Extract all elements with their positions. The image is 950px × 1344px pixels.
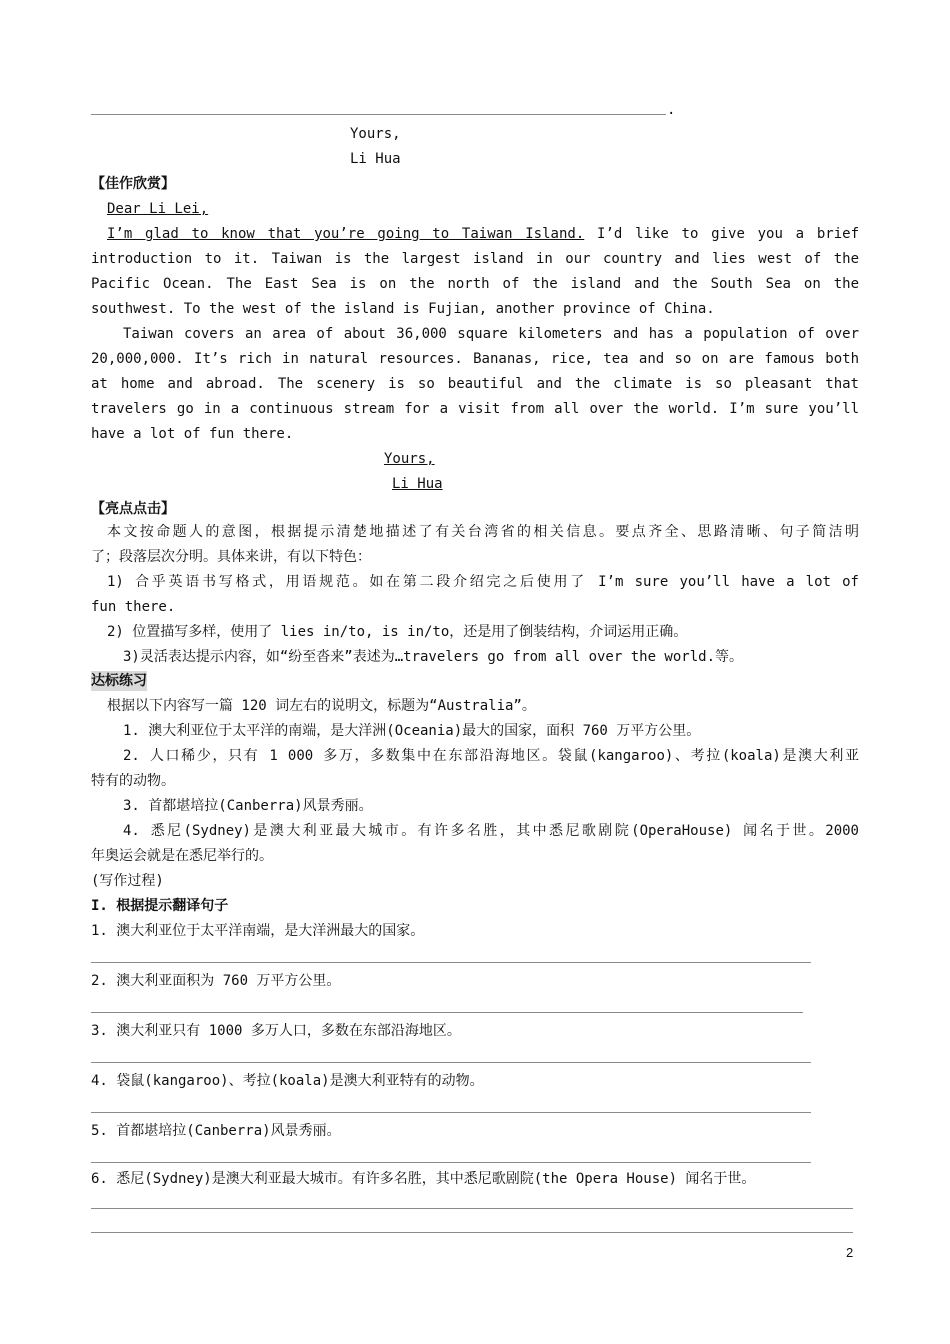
model-salutation: Dear Li Lei,: [107, 201, 209, 217]
practice-heading: 达标练习: [91, 673, 147, 689]
model-p1-line: introduction to it. Taiwan is the largest island in our country and lies west of the: [91, 251, 859, 267]
translation-prompt: 4. 袋鼠(kangaroo)、考拉(koala)是澳大利亚特有的动物。: [91, 1073, 484, 1089]
practice-item: 年奥运会就是在悉尼举行的。: [91, 848, 273, 864]
model-p2-line: [91, 324, 859, 344]
model-p2-line: 20,000,000. It’s rich in natural resources. Bananas, rice, tea and so on are famous both: [91, 351, 859, 367]
highlights-intro-text: 本文按命题人的意图，根据提示清楚地描述了有关台湾省的相关信息。要点齐全、思路清晰、句子简洁明: [107, 524, 859, 540]
answer-line[interactable]: [91, 1112, 811, 1113]
answer-line[interactable]: [91, 1208, 853, 1209]
practice-item: 1. 澳大利亚位于太平洋的南端，是大洋洲(Oceania)最大的国家，面积 760 万平方公里。: [123, 723, 701, 739]
answer-line[interactable]: [91, 1012, 803, 1013]
model-p1-first-rest: I’d like to give you a brief: [584, 226, 860, 242]
practice-item: 3. 首都堪培拉(Canberra)风景秀丽。: [123, 798, 373, 814]
answer-line-end: .: [667, 102, 676, 118]
translation-prompt: 6. 悉尼(Sydney)是澳大利亚最大城市。有许多名胜，其中悉尼歌剧院(the Opera House) 闻名于世。: [91, 1171, 756, 1187]
highlights-intro: 了；段落层次分明。具体来讲，有以下特色：: [91, 549, 371, 565]
highlights-intro: [91, 522, 859, 542]
answer-line[interactable]: [91, 962, 811, 963]
answer-line: [91, 114, 666, 115]
section-heading: I. 根据提示翻译句子: [91, 898, 229, 914]
practice-item: [91, 821, 859, 841]
answer-line[interactable]: [91, 1162, 811, 1163]
translation-prompt: 3. 澳大利亚只有 1000 多万人口，多数在东部沿海地区。: [91, 1023, 461, 1039]
model-p2-line: travelers go in a continuous stream for a visit from all over the world. I’m sure you’ll: [91, 401, 859, 417]
model-closing-yours: Yours,: [384, 451, 435, 467]
practice-item2-text: 2. 人口稀少，只有 1 000 多万，多数集中在东部沿海地区。袋鼠(kangaroo)、考拉(koala)是澳大利亚: [123, 748, 859, 764]
model-p1-line: Pacific Ocean. The East Sea is on the north of the island and the South Sea on the: [91, 276, 859, 292]
closing-name: Li Hua: [350, 151, 401, 167]
closing-yours: Yours,: [350, 126, 401, 142]
highlights-heading: 【亮点点击】: [91, 501, 175, 517]
writing-process-label: (写作过程): [91, 873, 164, 889]
highlights-point: [91, 572, 859, 592]
model-p1-line: southwest. To the west of the island is Fujian, another province of China.: [91, 301, 715, 317]
model-p2-line: have a lot of fun there.: [91, 426, 294, 442]
translation-prompt: 5. 首都堪培拉(Canberra)风景秀丽。: [91, 1123, 341, 1139]
translation-prompt: 1. 澳大利亚位于太平洋南端，是大洋洲最大的国家。: [91, 923, 425, 939]
model-p2-line: at home and abroad. The scenery is so beautiful and the climate is so pleasant that: [91, 376, 859, 392]
practice-item: [91, 746, 859, 766]
practice-item: 特有的动物。: [91, 773, 175, 789]
translation-prompt: 2. 澳大利亚面积为 760 万平方公里。: [91, 973, 341, 989]
model-p2-first-text: Taiwan covers an area of about 36,000 square kilometers and has a population of over: [123, 326, 859, 342]
answer-line[interactable]: [91, 1232, 853, 1233]
highlights-point1-text: 1) 合乎英语书写格式，用语规范。如在第二段介绍完之后使用了 I’m sure you’ll have a lot of: [107, 574, 859, 590]
model-p1-first-underlined: I’m glad to know that you’re going to Taiwan Island.: [107, 226, 585, 242]
model-heading: 【佳作欣赏】: [91, 176, 175, 192]
highlights-point: 2) 位置描写多样，使用了 lies in/to, is in/to，还是用了倒装结构，介词运用正确。: [107, 624, 688, 640]
model-closing-name: Li Hua: [392, 476, 443, 492]
answer-line[interactable]: [91, 1062, 811, 1063]
highlights-point: fun there.: [91, 599, 176, 615]
practice-item4-text: 4. 悉尼(Sydney)是澳大利亚最大城市。有许多名胜，其中悉尼歌剧院(OperaHouse) 闻名于世。2000: [123, 823, 859, 839]
highlights-point: 3)灵活表达提示内容，如“纷至沓来”表述为…travelers go from all over the world.等。: [123, 649, 744, 665]
practice-task: 根据以下内容写一篇 120 词左右的说明文，标题为“Australia”。: [107, 698, 536, 714]
model-p1-line: [91, 224, 859, 244]
page-number: 2: [846, 1245, 854, 1260]
